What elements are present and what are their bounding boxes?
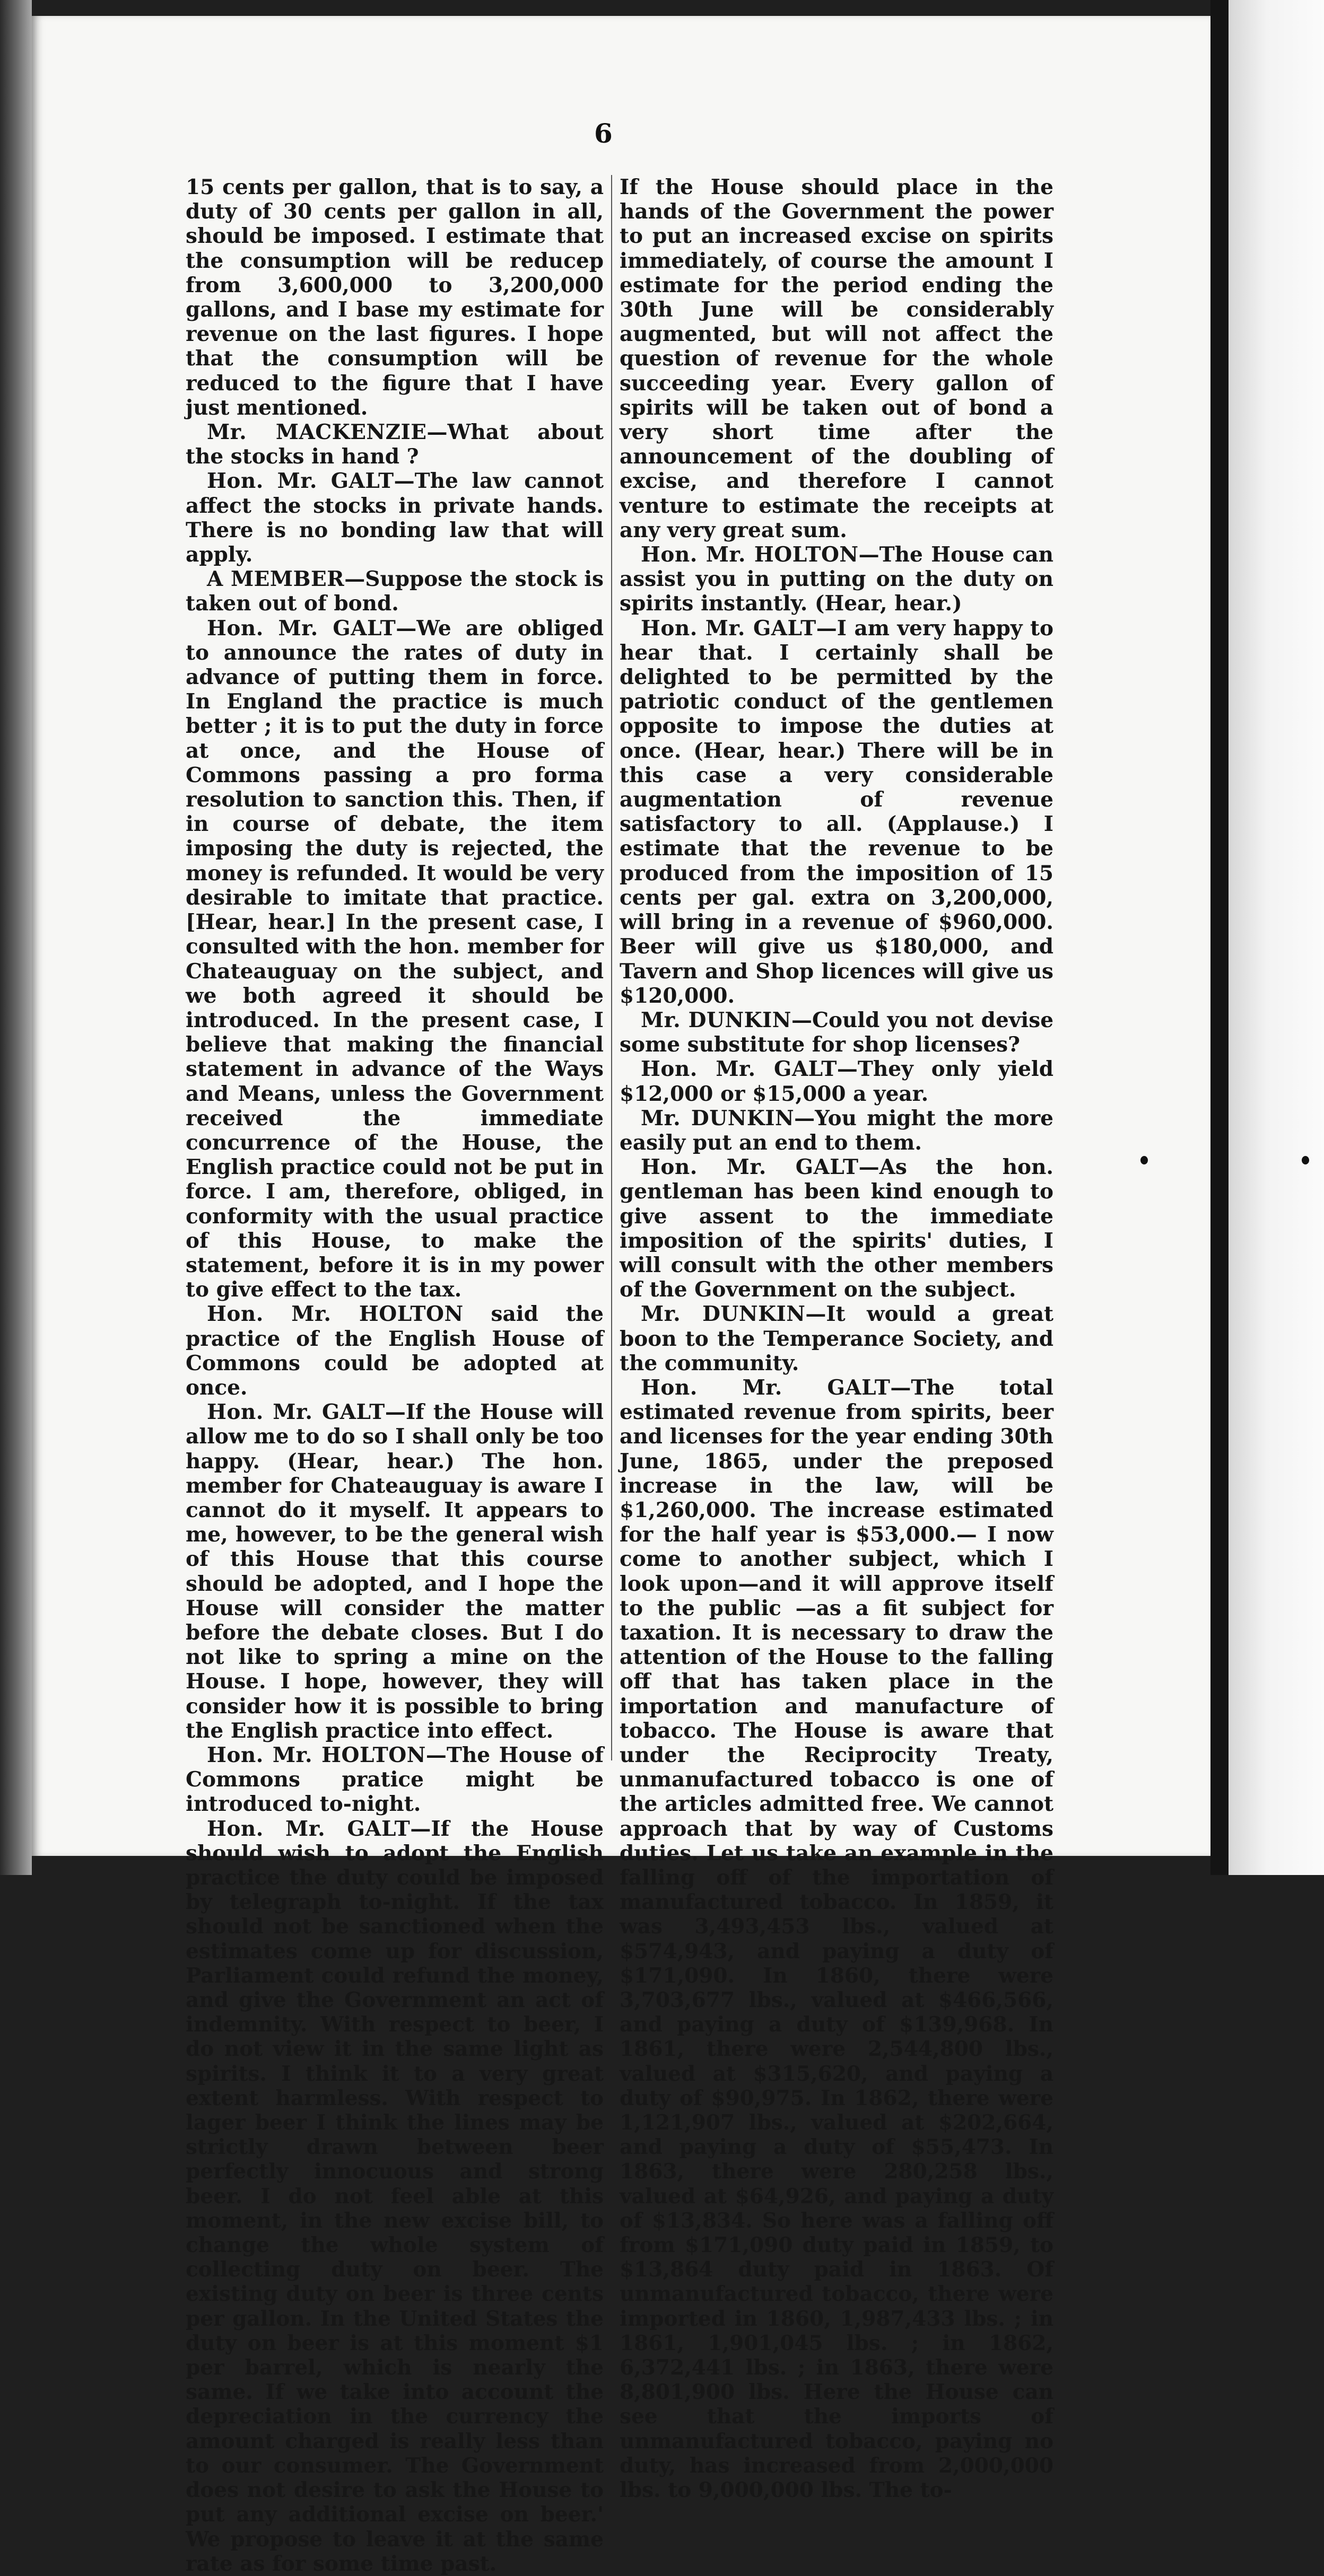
speaker: Hon. Mr. HOLTON [207,1743,426,1767]
paragraph [186,567,604,616]
speaker: Hon. Mr. GALT [641,1375,891,1400]
speaker: Hon. Mr. GALT [207,1400,385,1425]
speaker: Mr. MACKENZIE [207,420,427,445]
paragraph [620,1106,1053,1155]
paragraph-text: —What about the stocks in hand ? [186,420,604,469]
ink-fleck [1140,1156,1148,1164]
paragraph [186,1400,604,1743]
paragraph [620,542,1053,616]
paragraph-text: —It would a great boon to the Temperance Society, and the community. [620,1302,1054,1375]
paragraph-text: —Could you not devise some substitute for shop licenses? [620,1007,1054,1057]
paragraph [620,1375,1053,2502]
paragraph-text: —We are obliged to announce the rates of duty in advance of putting them in force. In England the practice is much better ; it is to put the duty in force at once, and the House of Commons passing a pro forma resolution to sanction this. Then, if in course of debate, the item imposing the duty is rejected, the money is refunded. It would be very desirable to imitate that practice. [Hear, hear.] In the present case, I consulted with the hon. member for Chateauguay on the subject, and we both agreed it should be introduced. In the present case, I believe that making the financial statement in advance of the Ways and Means, unless the Government received the immediate concurrence of the House, the English practice could not be put in force. I am, therefore, obliged, in conformity with the usual practice of this House, to make the statement, before it is in my power to give effect to the tax. [186,616,604,1302]
column-divider [611,175,612,1760]
paragraph-text: —The House of Commons pratice might be introduced to-night. [186,1743,604,1817]
paragraph-text: —The law cannot affect the stocks in private hands. There is no bonding law that will apply. [186,469,604,567]
ink-fleck [1302,1156,1309,1164]
speaker: Hon. Mr. GALT [207,1816,411,1841]
speaker: Hon. Mr. GALT [641,1155,859,1180]
speaker: Mr. DUNKIN [641,1007,791,1032]
speaker: A MEMBER [207,567,345,592]
speaker: Hon. Mr. GALT [641,1057,837,1082]
paragraph [186,175,604,420]
speaker: Hon. Mr. HOLTON [207,1302,464,1327]
paragraph-text: 15 cents per gallon, that is to say, a duty of 30 cents per gallon in all, should be imposed. I estimate that the consumption will be reducep from 3,600,000 to 3,200,000 gallons, and I base my estimate for revenue on the last figures. I hope that the consumption will be reduced to the figure that I have just mentioned. [186,175,604,420]
page-number: 6 [594,118,613,149]
speaker: Mr. DUNKIN [641,1302,806,1327]
paragraph [620,1155,1053,1302]
paragraph-text: If the House should place in the hands of the Government the power to put an increased excise on spirits immediately, of course the amount I estimate for the period ending the 30th June will be considerably augmented, but will not affect the question of revenue for the whole succeeding year. Every gallon of spirits will be taken out of bond a very short time after the announcement of the doubling of excise, and therefore I cannot venture to estimate the receipts at any very great sum. [620,175,1053,542]
paragraph [620,1302,1053,1375]
paragraph-text: —They only yield $12,000 or $15,000 a year. [620,1057,1053,1106]
paragraph-text: —Suppose the stock is taken out of bond. [186,567,604,616]
paragraph-text: —I am very happy to hear that. I certainly shall be delighted to be permitted by the patriotic conduct of the gentlemen opposite to impose the duties at once. (Hear, hear.) There will be in this case a very considerable augmentation of revenue satisfactory to all. (Applause.) I estimate that the revenue to be produced from the imposition of 15 cents per gal. extra on 3,200,000, will bring in a revenue of $960,000. Beer will give us $180,000, and Tavern and Shop licences will give us $120,000. [620,616,1054,1008]
speaker: Hon. Mr. HOLTON [641,542,859,567]
paragraph-text: —If the House should wish to adopt the English practice the duty could be imposed by telegraph to-night. If the tax should not be sanctioned when the estimates come up for discussion, Parliament could refund the money, and give the Government an act of indemnity. With respect to beer, I do not view it in the same light as spirits. I think it to a very great extent harmless. With respect to lager beer I think the lines may be strictly drawn between beer perfectly innocuous and strong beer. I do not feel able at this moment, in the new excise bill, to change the whole system of collecting duty on beer. The existing duty on beer is three cents per gallon. In the United States the duty on beer is at this moment $1 per barrel, which is nearly the same. If we take into account the depreciation in the currency the amount charged is really less than to our consumer. The Government does not desire to ask the House to put any additional excise on beer.' We propose to leave it at the same rate as for some time past. [186,1816,604,2576]
paragraph [186,1743,604,1817]
paragraph-text: said the practice of the English House of Commons could be adopted at once. [186,1302,604,1400]
speaker: Mr. DUNKIN [641,1106,795,1131]
paragraph-text: —The total estimated revenue from spirits, beer and licenses for the year ending 30th June, 1865, under the preposed increase in the law, will be $1,260,000. The increase estimated for the half year is $53,000.— I now come to another subject, which I look upon—and it will approve itself to the public —as a fit subject for taxation. It is necessary to draw the attention of the House to the falling off that has taken place in the importation and manufacture of tobacco. The House is aware that under the Reciprocity Treaty, unmanufactured tobacco is one of the articles admitted free. We cannot approach that by way of Customs duties. Let us take an example in the falling off of the importation of manufactured tobacco. In 1859, it was 3,493,453 lbs., valued at $574,943, and paying a duty of $171,090. In 1860, there were 3,703,677 lbs., valued at $466,566, and paying a duty of $139,968. In 1861, there were 2,544,800 lbs., valued at $315,620, and paying a duty of $90,975. In 1862, there were 1,121,907 lbs., valued at $202,664, and paying a duty of $55,473. In 1863, there were 280,258 lbs., valued at $64,926, and paying a duty of $13,834. So here was a falling off from $171,090 duty paid in 1859, to $13,864 duty paid in 1863. Of unmanufactured tobacco, there were imported in 1860, 1,987,433 lbs. ; in 1861, 1,901,045 lbs. ; in 1862, 6,372,441 lbs. ; in 1863, there were 8,801,900 lbs. Here the House can see that the imports of unmanufactured tobacco, paying no duty, has increased from 2,000,000 lbs. to 9,000,000 lbs. The to- [620,1375,1053,2503]
scan-right-binding [1210,0,1229,1875]
paragraph-text: —As the hon. gentleman has been kind enough to give assent to the immediate imposition of the spirits' duties, I will consult with the other members of the Government on the subject. [620,1155,1054,1302]
scan-left-edge [0,0,32,1875]
left-column [186,175,604,2576]
paragraph [620,175,1053,542]
paragraph-text: —If the House will allow me to do so I shall only be too happy. (Hear, hear.) The hon. member for Chateauguay is aware I cannot do it myself. It appears to me, however, to be the general wish of this House that this course should be adopted, and I hope the House will consider the matter before the debate closes. But I do not like to spring a mine on the House. I hope, however, they will consider how it is possible to bring the English practice into effect. [186,1400,604,1743]
paragraph [620,616,1053,1008]
paragraph [186,420,604,469]
paragraph-text: —You might the more easily put an end to them. [620,1106,1053,1155]
paragraph [620,1008,1053,1057]
paragraph [186,616,604,1302]
paragraph [620,1057,1053,1106]
paragraph-text: —The House can assist you in putting on the duty on spirits instantly. (Hear, hear.) [620,542,1054,616]
paragraph [186,469,604,567]
speaker: Hon. Mr. GALT [207,469,394,494]
scan-right-margin [1229,0,1324,1875]
speaker: Hon. Mr. GALT [207,616,396,641]
speaker: Hon. Mr. GALT [641,616,816,641]
paragraph [186,1302,604,1400]
right-column [620,175,1054,2503]
paragraph [186,1817,604,2576]
